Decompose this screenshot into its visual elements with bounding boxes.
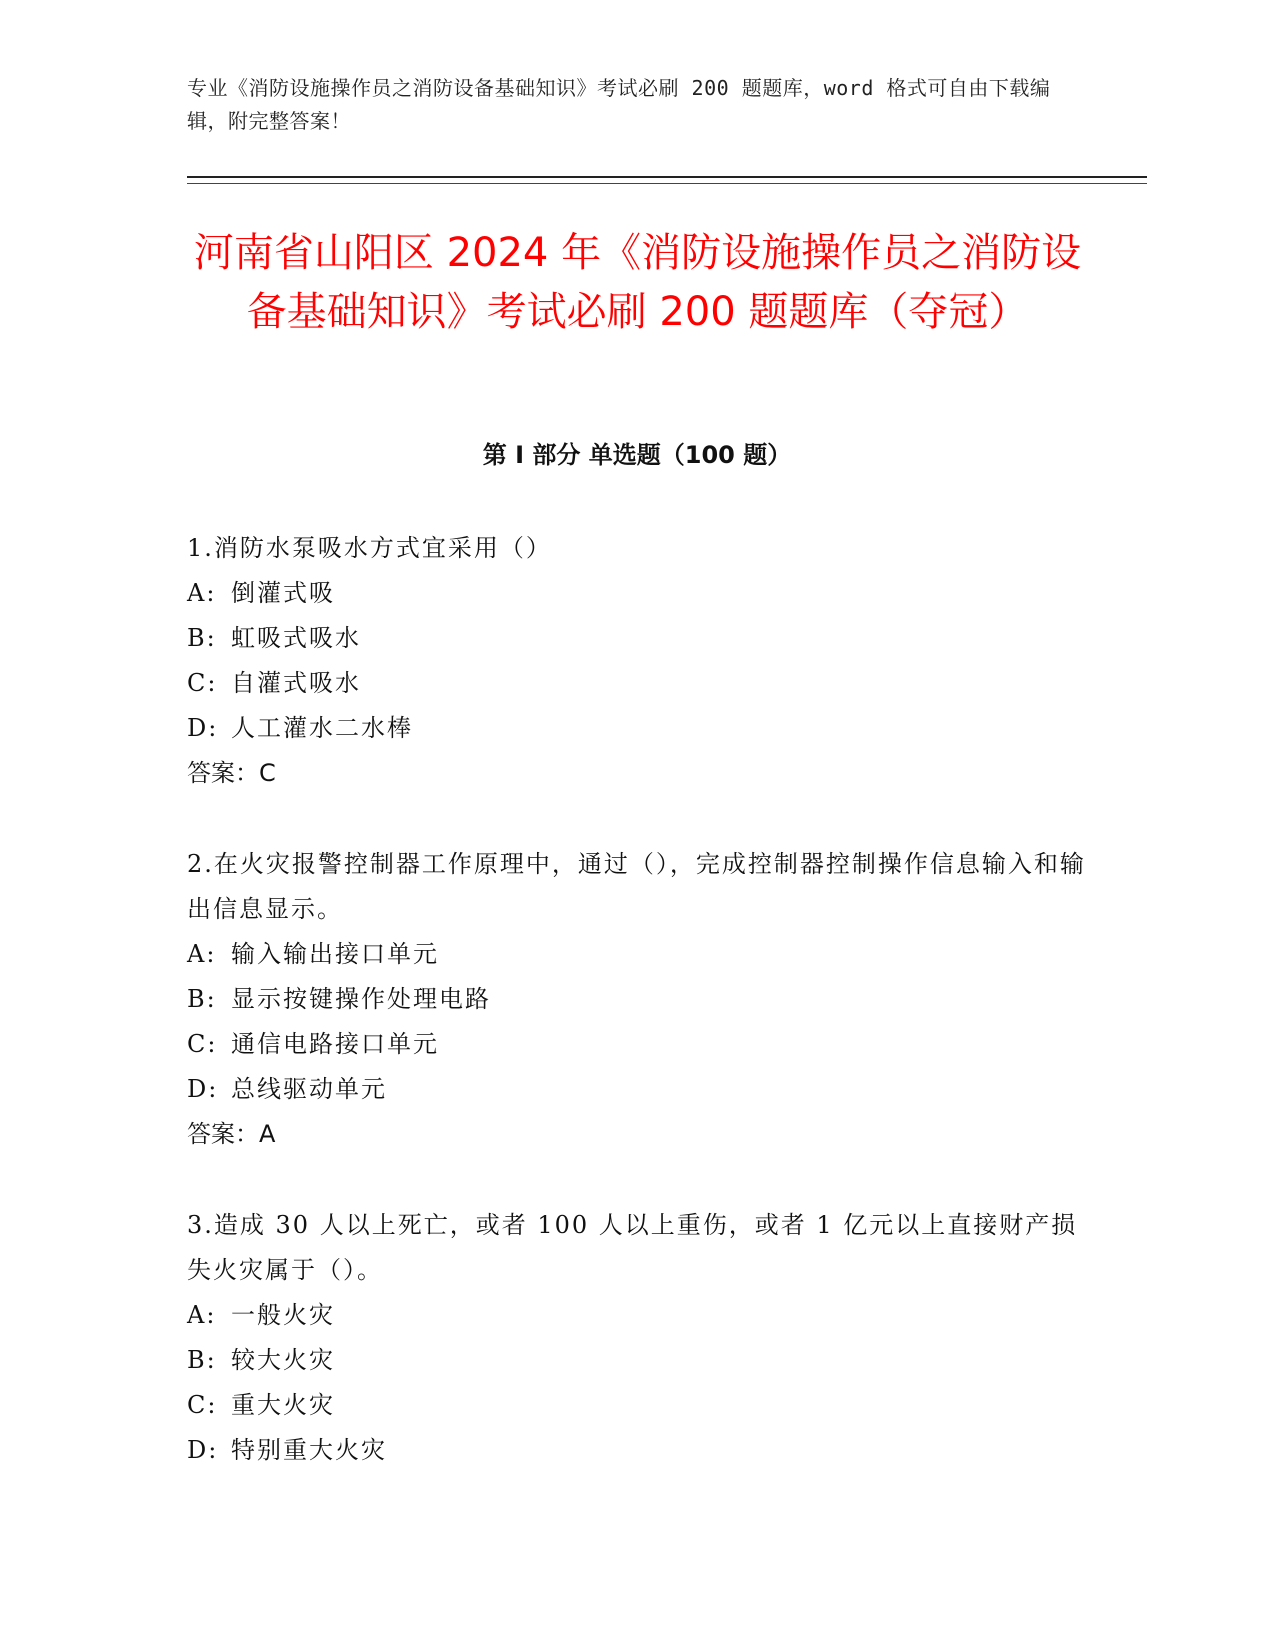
question-list [187,526,1087,1519]
option-letter: D: [187,1075,219,1103]
option-b [187,616,1087,661]
option-text: 一般火灾 [231,1301,335,1329]
option-text: 自灌式吸水 [231,669,361,697]
option-letter: B: [187,985,217,1013]
option-text: 虹吸式吸水 [231,624,361,652]
option-text: 重大火灾 [231,1391,335,1419]
option-b [187,977,1087,1022]
option-text: 通信电路接口单元 [231,1030,439,1058]
answer-line: 答案：A [187,1120,276,1148]
option-text: 倒灌式吸 [231,579,335,607]
option-text: 特别重大火灾 [231,1436,387,1464]
option-text: 显示按键操作处理电路 [231,985,491,1013]
header-note: 专业《消防设施操作员之消防设备基础知识》考试必刷 200 题题库，word 格式可自由下载编辑，附完整答案！ [187,76,1051,133]
option-c [187,1022,1087,1067]
option-letter: C: [187,1391,218,1419]
option-letter: C: [187,669,218,697]
question-stem: 3.造成 30 人以上死亡，或者 100 人以上重伤，或者 1 亿元以上直接财产损失火灾属于（）。 [187,1211,1078,1284]
header-divider-thin [187,183,1147,184]
section-title: 第 I 部分 单选题（100 题） [482,441,792,469]
question-2 [187,842,1087,1157]
option-letter: B: [187,1346,217,1374]
option-c [187,661,1087,706]
option-a [187,571,1087,616]
option-text: 总线驱动单元 [231,1075,387,1103]
question-stem: 2.在火灾报警控制器工作原理中，通过（），完成控制器控制操作信息输入和输出信息显示。 [187,850,1086,923]
question-stem: 1.消防水泵吸水方式宜采用（） [187,534,552,562]
option-text: 人工灌水二水棒 [231,714,413,742]
option-b [187,1338,1087,1383]
option-text: 较大火灾 [231,1346,335,1374]
question-3 [187,1203,1087,1473]
option-d [187,1428,1087,1473]
question-1 [187,526,1087,796]
option-d [187,1067,1087,1112]
option-a [187,1293,1087,1338]
option-a [187,932,1087,977]
option-letter: A: [187,579,217,607]
option-letter: B: [187,624,217,652]
option-d [187,706,1087,751]
option-letter: C: [187,1030,218,1058]
option-text: 输入输出接口单元 [231,940,439,968]
option-letter: A: [187,1301,217,1329]
document-title: 河南省山阳区 2024 年《消防设施操作员之消防设备基础知识》考试必刷 200 题题库（夺冠） [193,230,1082,335]
option-letter: A: [187,940,217,968]
option-letter: D: [187,1436,219,1464]
option-c [187,1383,1087,1428]
header-divider-thick [187,176,1147,178]
option-letter: D: [187,714,219,742]
answer-line: 答案：C [187,759,276,787]
